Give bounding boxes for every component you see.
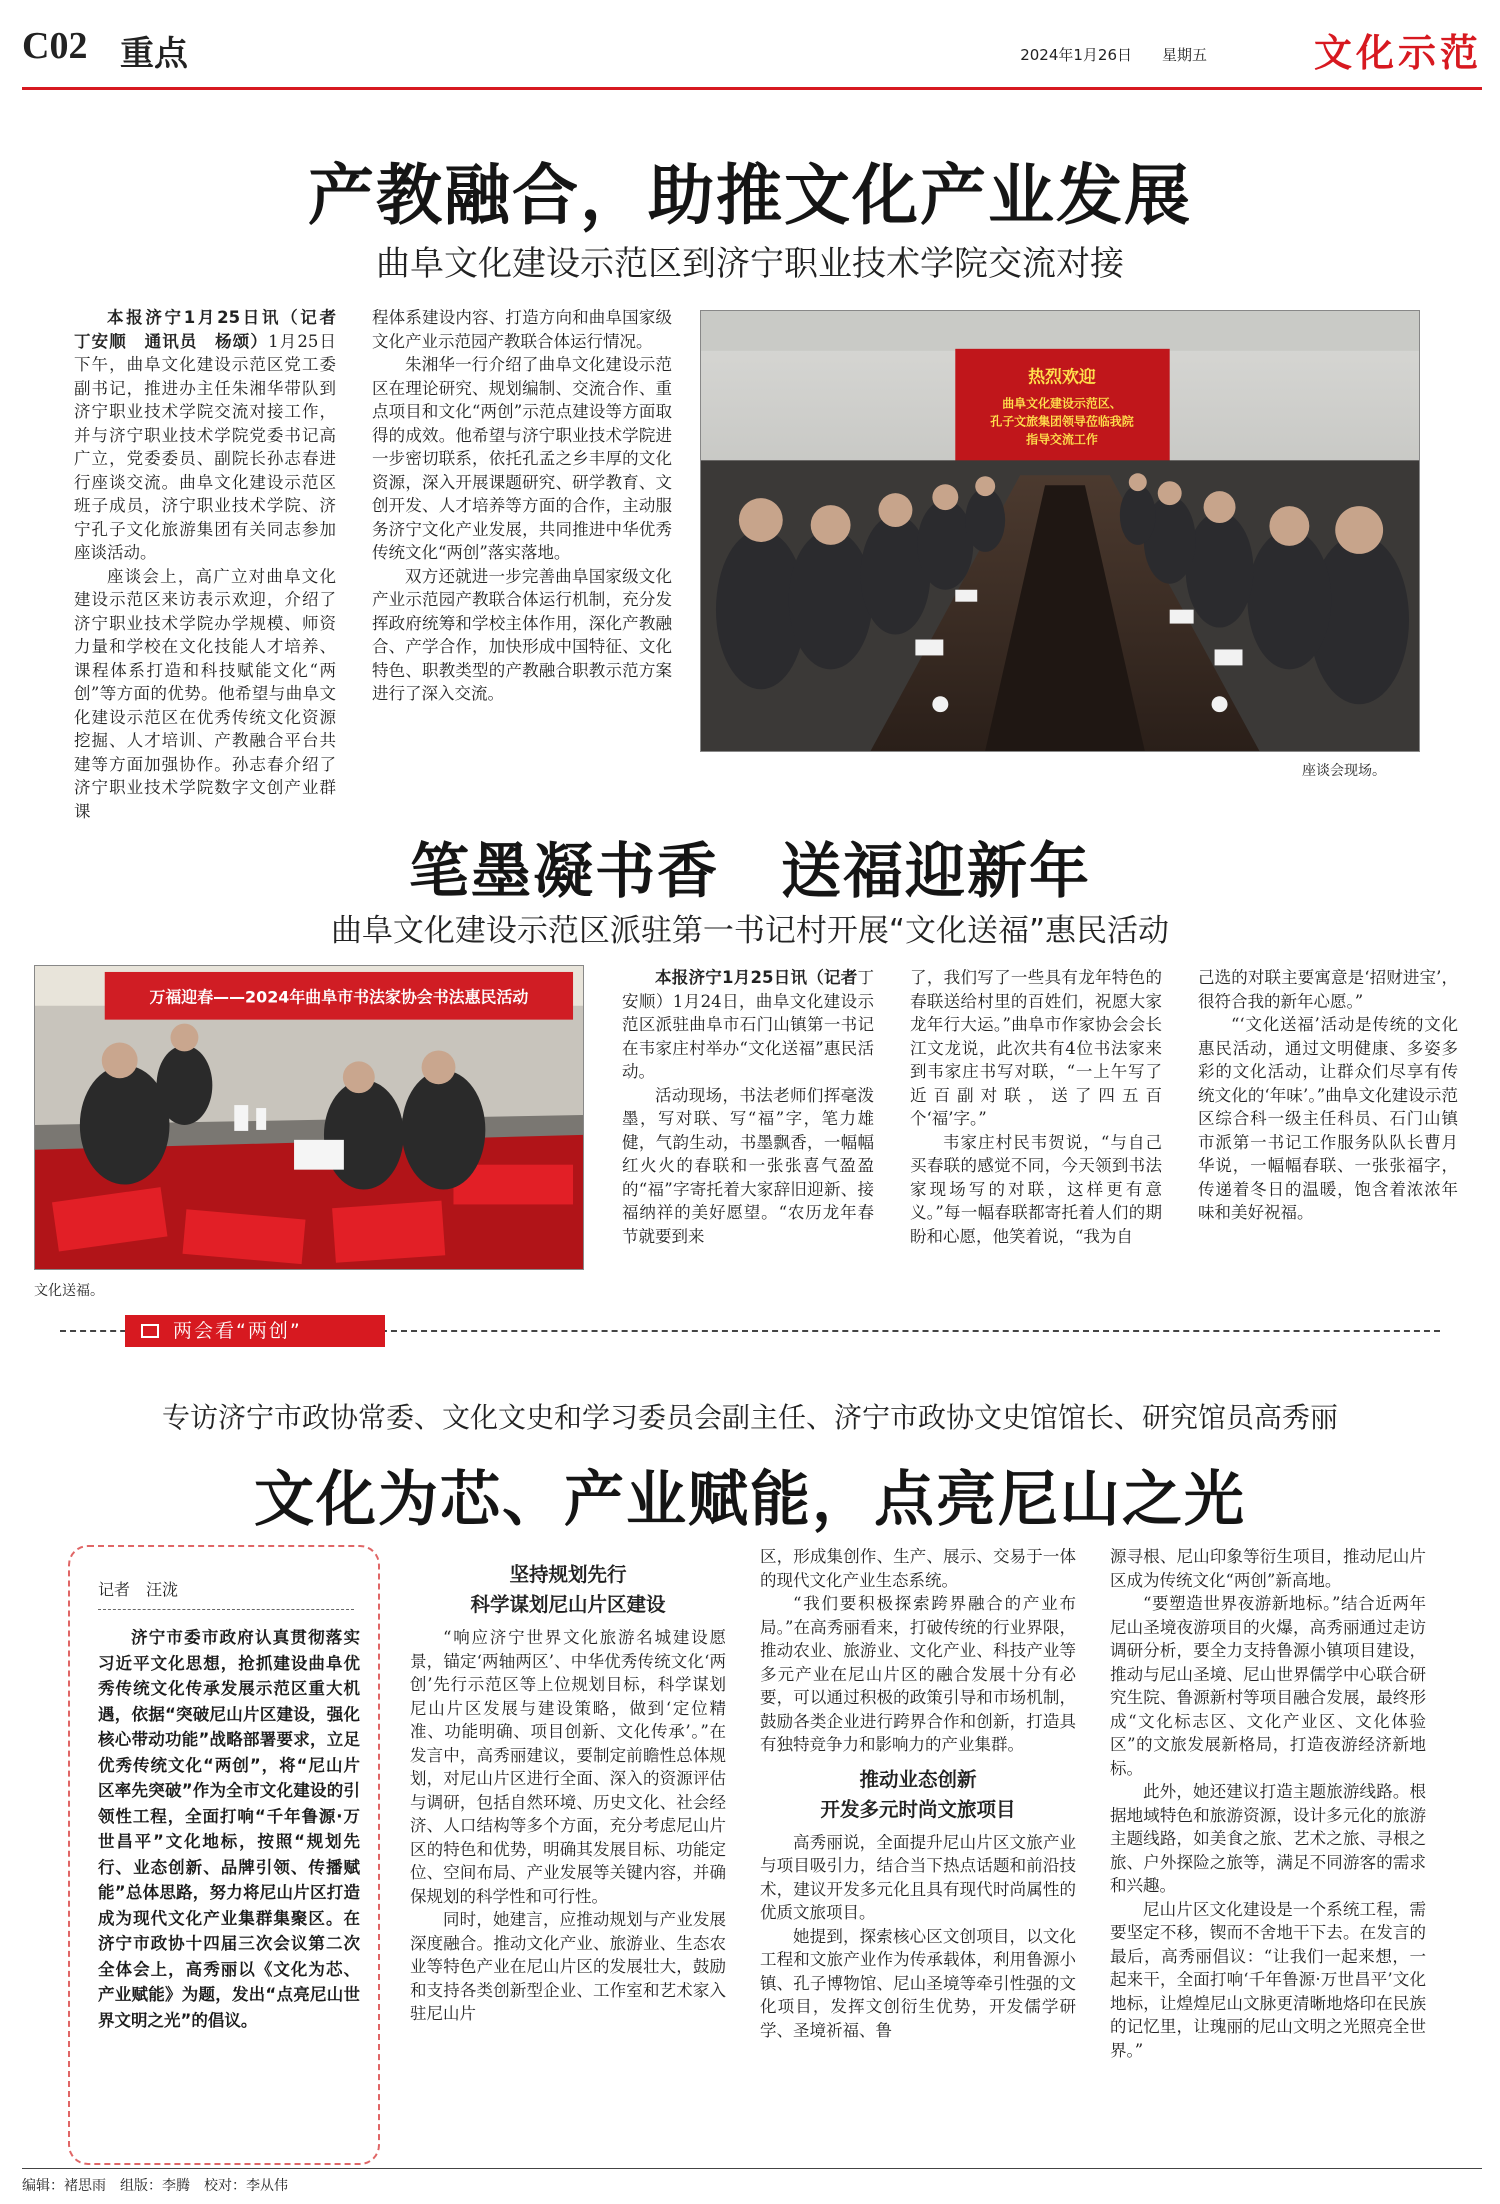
article3-paragraph: 她提到，探索核心区文创项目，以文化工程和文旅产业作为传承载体，利用鲁源小镇、孔子博物馆、尼山圣境等牵引性强的文化项目，发挥文创衍生优势，开发儒学研学、圣境祈福、鲁 xyxy=(760,1926,1076,2040)
banner-line: 曲阜文化建设示范区、 xyxy=(1002,396,1122,411)
byline-rule xyxy=(98,1609,354,1610)
section-heading: 科学谋划尼山片区建设 xyxy=(470,1593,666,1616)
section-heading: 坚持规划先行 xyxy=(509,1563,627,1586)
page-number: C02 xyxy=(22,25,88,67)
article2-title: 笔墨凝书香 送福迎新年 xyxy=(409,837,1091,907)
article2-column-1 xyxy=(622,966,874,1248)
meeting-photo-image xyxy=(701,311,1419,751)
article3-paragraph: “要塑造世界夜游新地标。”结合近两年尼山圣境夜游项目的火爆，高秀丽通过走访调研分析，要全力支持鲁源小镇项目建设，推动与尼山圣境、尼山世界儒学中心联合研究生院、鲁源新村等项目融合发展，最终形成“文化标志区、文化产业区、文化体验区”的文旅发展新格局，打造夜游经济新地标。 xyxy=(1110,1594,1426,1778)
calligraphy-photo xyxy=(34,965,584,1270)
article1-title: 产教融合，助推文化产业发展 xyxy=(308,156,1192,234)
editor-credits: 编辑：褚思雨 组版：李腾 校对：李从伟 xyxy=(22,2178,288,2194)
article3-paragraph: “我们要积极探索跨界融合的产业布局。”在高秀丽看来，打破传统的行业界限，推动农业、旅游业、文化产业、科技产业等多元产业在尼山片区的融合发展十分有必要，可以通过积极的政策引导和市场机制，鼓励各类企业进行跨界合作和创新，打造具有独特竞争力和影响力的产业集群。 xyxy=(760,1594,1076,1754)
article3-paragraph: 此外，她还建议打造主题旅游线路。根据地域特色和旅游资源，设计多元化的旅游主题线路，如美食之旅、艺术之旅、寻根之旅、户外探险之旅等，满足不同游客的需求和兴趣。 xyxy=(1110,1782,1426,1895)
article1-dateline: 本报济宁1月25日讯（记者 丁安顺 通讯员 杨颂） xyxy=(74,308,353,351)
article2-paragraph: 己选的对联主要寓意是‘招财进宝’，很符合我的新年心愿。” xyxy=(1198,968,1458,1011)
article3-column-1 xyxy=(410,1560,726,2026)
column-tag xyxy=(125,1315,385,1347)
meeting-photo-caption: 座谈会现场。 xyxy=(1302,763,1386,779)
article2-subtitle: 曲阜文化建设示范区派驻第一书记村开展“文化送福”惠民活动 xyxy=(330,913,1170,949)
interview-intro: 济宁市委市政府认真贯彻落实习近平文化思想，抢抓建设曲阜优秀传统文化传承发展示范区重大机遇，依据“突破尼山片区建设，强化核心带动功能”战略部署要求，立足优秀传统文化“两创”，将“尼山片区率先突破”作为全市文化建设的引领性工程，全面打响“千年鲁源·万世昌平”文化地标，按照“规划先行、业态创新、品牌引领、传播赋能”总体思路，努力将尼山片区打造成为现代文化产业集群集聚区。在济宁市政协十四届三次会议第二次全体会上，高秀丽以《文化为芯、产业赋能》为题，发出“点亮尼山世界文明之光”的倡议。 xyxy=(98,1628,360,2030)
issue-weekday: 星期五 xyxy=(1161,46,1207,64)
article3-column-3 xyxy=(1110,1545,1426,2062)
article1-paragraph: 1月25日下午，曲阜文化建设示范区党工委副书记，推进办主任朱湘华带队到济宁职业技术学院交流对接工作，并与济宁职业技术学院党委书记高广立，党委委员、副院长孙志春进行座谈交流。曲阜文化建设示范区班子成员，济宁职业技术学院、济宁孔子文化旅游集团有关同志参加座谈活动。 xyxy=(74,331,337,562)
brand-logo: 文化示范 xyxy=(1313,31,1482,75)
banner-line: 孔子文旅集团领导莅临我院 xyxy=(990,414,1134,429)
article2-paragraph: 韦家庄村民韦贺说，“与自己买春联的感觉不同，今天领到书法家现场写的对联，这样更有意义。”每一幅春联都寄托着人们的期盼和心愿，他笑着说，“我为自 xyxy=(910,1132,1162,1246)
article1-paragraph: 程体系建设内容、打造方向和曲阜国家级文化产业示范园产教联合体运行情况。 xyxy=(372,308,672,351)
article1-paragraph: 双方还就进一步完善曲阜国家级文化产业示范园产教联合体运行机制，充分发挥政府统筹和学校主体作用，深化产教融合、产学合作，加快形成中国特征、文化特色、职教类型的产教融合职教示范方案进行了深入交流。 xyxy=(372,566,672,703)
article3-paragraph: 区，形成集创作、生产、展示、交易于一体的现代文化产业生态系统。 xyxy=(760,1547,1076,1590)
article2-column-2 xyxy=(910,966,1162,1248)
event-banner-text: 万福迎春——2024年曲阜市书法家协会书法惠民活动 xyxy=(149,987,529,1007)
article2-dateline: 本报济宁1月25日讯（记者 xyxy=(655,968,858,987)
reporter-byline: 记者 汪泷 xyxy=(98,1580,179,1599)
article2-paragraph: 了，我们写了一些具有龙年特色的春联送给村里的百姓们，祝愿大家龙年行大运。”曲阜市作家协会会长江文龙说，此次共有4位书法家来到韦家庄书写对联，“一上午写了近百副对联，送了四五百个‘福’字。” xyxy=(910,968,1162,1128)
interview-intro-box xyxy=(68,1545,380,2165)
calligraphy-photo-image xyxy=(35,966,583,1269)
article3-column-2 xyxy=(760,1545,1076,2042)
article1-subtitle: 曲阜文化建设示范区到济宁职业技术学院交流对接 xyxy=(376,244,1124,284)
banner-line: 热烈欢迎 xyxy=(1028,366,1096,387)
article3-paragraph: 尼山片区文化建设是一个系统工程，需要坚定不移，锲而不舍地干下去。在发言的最后，高秀丽倡议：“让我们一起来想，一起来干，全面打响‘千年鲁源·万世昌平’文化地标，让煌煌尼山文脉更清晰地烙印在民族的记忆里，让瑰丽的尼山文明之光照亮全世界。” xyxy=(1110,1899,1426,2060)
article3-paragraph: 源寻根、尼山印象等衍生项目，推动尼山片区成为传统文化“两创”新高地。 xyxy=(1110,1547,1426,1590)
article3-title: 文化为芯、产业赋能，点亮尼山之光 xyxy=(254,1465,1246,1535)
article1-paragraph: 座谈会上，高广立对曲阜文化建设示范区来访表示欢迎，介绍了济宁职业技术学院办学规模、师资力量和学校在文化技能人才培养、课程体系打造和科技赋能文化“两创”等方面的优势。他希望与曲阜文化建设示范区在优秀传统文化资源挖掘、人才培训、产教融合平台共建等方面加强协作。孙志春介绍了济宁职业技术学院数字文创产业群课 xyxy=(74,566,336,821)
article1-paragraph: 朱湘华一行介绍了曲阜文化建设示范区在理论研究、规划编制、交流合作、重点项目和文化“两创”示范点建设等方面取得的成效。他希望与济宁职业技术学院进一步密切联系，依托孔孟之乡丰厚的文化资源，深入开展课题研究、研学教育、文创开发、人才培养等方面的合作，主动服务济宁文化产业发展，共同推进中华优秀传统文化“两创”落实落地。 xyxy=(372,355,672,562)
section-heading: 推动业态创新 xyxy=(859,1767,977,1791)
page-section: 重点 xyxy=(120,34,188,74)
article1-column-1 xyxy=(74,306,353,823)
article3-kicker: 专访济宁市政协常委、文化文史和学习委员会副主任、济宁市政协文史馆馆长、研究馆员高秀丽 xyxy=(161,1401,1338,1434)
article3-paragraph: “响应济宁世界文化旅游名城建设愿景，锚定‘两轴两区’、中华优秀传统文化‘两创’先行示范区等上位规划目标，科学谋划尼山片区发展与建设策略，做到‘定位精准、功能明确、项目创新、文化传承’。”在发言中，高秀丽建议，要制定前瞻性总体规划，对尼山片区进行全面、深入的资源评估与调研，包括自然环境、历史文化、社会经济、人口结构等多个方面，充分考虑尼山片区的特色和优势，明确其发展目标、功能定位、空间布局、产业发展等关键内容，并确保规划的科学性和可行性。 xyxy=(410,1628,726,1906)
meeting-photo xyxy=(700,310,1420,752)
page-footer xyxy=(22,2168,1482,2195)
banner-line: 指导交流工作 xyxy=(1026,432,1098,447)
article2-paragraph: 活动现场，书法老师们挥毫泼墨，写对联、写“福”字，笔力雄健，气韵生动，书墨飘香，一幅幅红火火的春联和一张张喜气盈盈的“福”字寄托着大家辞旧迎新、接福纳祥的美好愿望。“农历龙年春节就要到来 xyxy=(622,1085,874,1246)
article2-column-3 xyxy=(1198,966,1458,1225)
article2-paragraph: 丁安顺）1月24日，曲阜文化建设示范区派驻曲阜市石门山镇第一书记在韦家庄村举办“文化送福”惠民活动。 xyxy=(622,968,874,1081)
article2-paragraph: “‘文化送福’活动是传统的文化惠民活动，通过文明健康、多姿多彩的文化活动，让群众们尽享有传统文化的‘年味’。”曲阜文化建设示范区综合科一级主任科员、石门山镇市派第一书记工作服务队队长曹月华说，一幅幅春联、一张张福字，传递着冬日的温暖，饱含着浓浓年味和美好祝福。 xyxy=(1198,1015,1458,1222)
calligraphy-photo-caption: 文化送福。 xyxy=(34,1283,104,1299)
column-tag-label: 两会看“两创” xyxy=(173,1320,302,1342)
window-icon xyxy=(141,1324,159,1338)
article1-column-2 xyxy=(372,306,672,706)
article3-paragraph: 高秀丽说，全面提升尼山片区文旅产业与项目吸引力，结合当下热点话题和前沿技术，建议开发多元化且具有现代时尚属性的优质文旅项目。 xyxy=(760,1832,1076,1922)
issue-date: 2024年1月26日 xyxy=(1020,46,1132,64)
section-heading: 开发多元时尚文旅项目 xyxy=(820,1797,1016,1821)
article3-paragraph: 同时，她建言，应推动规划与产业发展深度融合。推动文化产业、旅游业、生态农业等特色产业在尼山片区的发展壮大，鼓励和支持各类创新型企业、工作室和艺术家入驻尼山片 xyxy=(410,1910,726,2023)
masthead xyxy=(22,22,1482,90)
